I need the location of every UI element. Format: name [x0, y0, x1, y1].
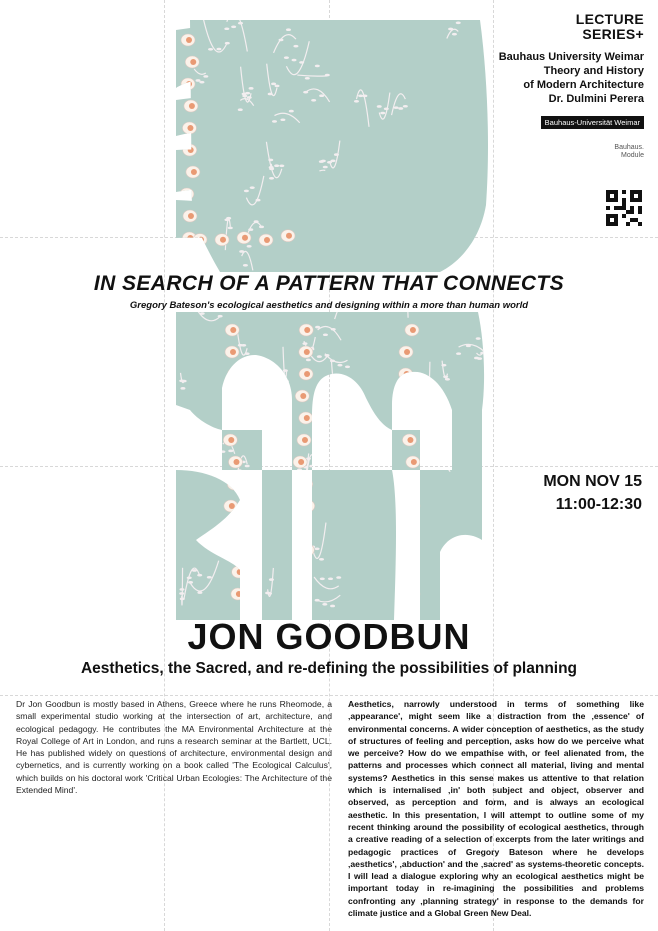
org-line: of Modern Architecture: [523, 79, 644, 91]
leaf: [237, 469, 242, 472]
leaf: [231, 26, 236, 29]
leaf: [331, 328, 336, 331]
leaf: [331, 393, 336, 396]
eye-center: [187, 125, 193, 131]
eye-center: [264, 237, 270, 243]
leaf: [445, 378, 450, 381]
leaf: [317, 355, 322, 358]
eye-center: [229, 503, 235, 509]
leaf: [179, 379, 184, 382]
leaf: [259, 226, 264, 229]
talk-title: Aesthetics, the Sacred, and re-defining the possibilities of planning: [80, 660, 578, 677]
leaf: [425, 387, 430, 390]
leaf: [442, 464, 447, 467]
leaf: [320, 578, 325, 581]
leaf: [249, 87, 254, 90]
speaker-bio: Dr Jon Goodbun is mostly based in Athens, Greece where he runs Rheomode, a small experimental studio working at the intersection of art, architecture, and ecological pedagogy. He contributes the MA Environmental Architecture at the Royal College of Art in London, and runs a research seminar at the Bartlett, UCL. He has published widely on questions of architecture, environmental design and cybernetics, and is currently working on a book called 'The Ecological Calculus', which builds on his doctoral work 'Critical Urban Ecologies: The Architecture of the Extended Mind'.: [16, 699, 332, 796]
leaf: [292, 59, 297, 62]
org-line: Theory and History: [543, 65, 644, 77]
leaf: [268, 159, 273, 162]
eye-center: [302, 437, 308, 443]
leaf: [315, 65, 320, 68]
leaf: [269, 177, 274, 180]
leaf: [248, 228, 253, 231]
leaf: [245, 465, 250, 468]
leaf: [283, 369, 288, 372]
eye-center: [404, 349, 410, 355]
eye-center: [232, 393, 238, 399]
eye-center: [190, 59, 196, 65]
eye-ring: [401, 412, 415, 424]
leaf: [199, 81, 204, 84]
leaf: [184, 266, 189, 269]
leaf: [203, 75, 208, 78]
eye-center: [304, 349, 310, 355]
leaf: [330, 360, 335, 363]
series-title-plus: SERIES+: [582, 26, 644, 42]
series-title: LECTURE: [575, 11, 644, 27]
eye-center: [233, 371, 239, 377]
event-subtitle: Gregory Bateson's ecological aesthetics and designing within a more than human world: [129, 300, 529, 311]
eye-center: [232, 481, 238, 487]
leaf: [456, 352, 461, 355]
leaf: [452, 33, 457, 36]
leaf: [427, 387, 432, 390]
eye-center: [187, 235, 193, 241]
event-date: MON NOV 15: [543, 473, 642, 490]
eye-center: [188, 147, 194, 153]
eye-ring: [299, 478, 313, 490]
leaf: [224, 218, 229, 221]
speaker-name: JON GOODBUN: [187, 616, 471, 657]
leaf: [480, 352, 485, 355]
leaf: [271, 83, 276, 86]
eye-center: [304, 371, 310, 377]
leaf: [228, 450, 233, 453]
eye-center: [304, 327, 310, 333]
eye-center: [188, 213, 194, 219]
leaf: [224, 27, 229, 30]
eye-center: [298, 459, 304, 465]
leaf: [239, 250, 244, 253]
eye-center: [403, 393, 409, 399]
leaf: [315, 326, 320, 329]
eye-center: [404, 371, 410, 377]
eye-center: [406, 415, 412, 421]
leaf: [323, 166, 328, 169]
eye-ring: [296, 566, 310, 578]
leaf: [315, 547, 320, 550]
eye-center: [237, 525, 243, 531]
eye-center: [299, 591, 305, 597]
leaf: [254, 220, 259, 223]
leaf: [256, 199, 261, 202]
eye-ring: [232, 522, 246, 534]
eye-center: [186, 37, 192, 43]
eye-center: [233, 415, 239, 421]
leaf: [228, 227, 233, 230]
eye-ring: [405, 544, 419, 556]
leaf: [247, 245, 252, 248]
header-block: [499, 12, 644, 160]
leaf: [268, 93, 273, 96]
leaf: [245, 352, 250, 355]
leaf: [384, 107, 389, 110]
leaf: [286, 28, 291, 31]
leaf: [302, 342, 307, 345]
pattern-fill: [170, 12, 490, 622]
eye-center: [232, 547, 238, 553]
leaf: [405, 565, 410, 568]
eye-center: [410, 547, 416, 553]
leaf: [269, 578, 274, 581]
eye-center: [407, 569, 413, 575]
leaf: [244, 190, 249, 193]
eye-center: [228, 437, 234, 443]
leaf: [303, 91, 308, 94]
leaf: [300, 473, 305, 476]
leaf: [279, 164, 284, 167]
leaf: [398, 107, 403, 110]
eye-ring: [402, 566, 416, 578]
leaf: [456, 22, 461, 25]
eye-center: [191, 169, 197, 175]
leaf: [443, 376, 448, 379]
leaf: [197, 591, 202, 594]
leaf: [179, 588, 184, 591]
leaf: [299, 61, 304, 64]
leaf: [238, 344, 243, 347]
leaf: [272, 120, 277, 123]
leaf: [377, 105, 382, 108]
leaf: [280, 118, 285, 121]
leaf: [312, 466, 317, 469]
eye-ring: [300, 544, 314, 556]
leaf: [315, 599, 320, 602]
leaf: [330, 605, 335, 608]
vine-stroke: [178, 261, 201, 263]
eye-ring: [227, 544, 241, 556]
eye-center: [300, 525, 306, 531]
eye-ring: [401, 522, 415, 534]
leaf: [466, 345, 471, 348]
leaf: [445, 464, 450, 467]
eye-center: [220, 237, 226, 243]
eye-ring: [193, 234, 207, 246]
leaf: [394, 106, 399, 109]
leaf: [336, 576, 341, 579]
leaf: [380, 112, 385, 115]
eye-center: [230, 327, 236, 333]
eye-ring: [301, 500, 315, 512]
leaf: [274, 164, 279, 167]
leaf: [208, 48, 213, 51]
eye-center: [407, 437, 413, 443]
eye-center: [301, 569, 307, 575]
leaf: [238, 22, 243, 25]
leaf: [225, 42, 230, 45]
leaf: [269, 168, 274, 171]
leaf: [179, 592, 184, 595]
eye-center: [305, 547, 311, 553]
eye-center: [411, 591, 417, 597]
leaf: [325, 74, 330, 77]
leaf: [187, 577, 192, 580]
leaf: [192, 569, 197, 572]
event-time: 11:00-12:30: [555, 496, 642, 513]
eye-ring: [228, 368, 242, 380]
event-datetime: [543, 470, 642, 516]
eye-center: [185, 191, 191, 197]
leaf: [196, 79, 201, 82]
eye-ring: [295, 522, 309, 534]
leaf: [297, 469, 302, 472]
eye-center: [306, 503, 312, 509]
leaf: [195, 265, 200, 268]
leaf: [242, 93, 247, 96]
leaf: [279, 39, 284, 42]
leaf: [330, 159, 335, 162]
leaf: [197, 574, 202, 577]
leaf: [403, 105, 408, 108]
leaf: [180, 598, 185, 601]
leaf: [362, 95, 367, 98]
eye-ring: [227, 478, 241, 490]
leaf: [319, 94, 324, 97]
eye-center: [411, 503, 417, 509]
leaf: [334, 153, 339, 156]
eye-ring: [294, 588, 308, 600]
leaf: [445, 586, 450, 589]
eye-center: [236, 591, 242, 597]
leaf: [334, 382, 339, 385]
leaf: [336, 378, 341, 381]
eye-center: [233, 459, 239, 465]
leaf: [284, 380, 289, 383]
leaf: [439, 458, 444, 461]
talk-abstract: Aesthetics, narrowly understood in terms of something like ‚appearance', might seem like a distraction from the ‚essence' of environmental concerns. A wider conception of aesthetics, as the study of structures of feeling and perception, asks how do we perceive what we perceive? How do we empathise with, or feel alienated from, the patterns and processes which connect all material, living and mental systems? Aesthetics in this sense makes us attentive to that relation which is internalised ‚in' both subject and object, observer and observed, as perception and form, and is always an ecological aesthetic. In this presentation, I will attempt to outline some of my recent thinking around the possibility of ecological aesthetics, through a creative reading of a selection of excerpts from the later writings and pedagogic practices of Gregory Bateson where he develops ‚aesthetics', ‚abduction' and the ‚sacred' as systems-theoretic concepts. I will lead a dialogue exploring why an ecological aesthetics might be important today in re-imagining the possibilities and problems confronting any ‚planning strategy' in response to the demands for climate justice and a Global Green New Deal.: [348, 699, 644, 919]
eye-center: [230, 349, 236, 355]
leaf: [199, 259, 204, 262]
leaf: [441, 364, 446, 367]
eye-ring: [180, 188, 194, 200]
eye-ring: [182, 232, 196, 244]
eye-ring: [227, 390, 241, 402]
eye-ring: [406, 588, 420, 600]
eye-ring: [181, 78, 195, 90]
module-logo-sub: Module: [621, 152, 644, 159]
leaf: [200, 312, 205, 315]
leaf: [319, 160, 324, 163]
leaf: [284, 56, 289, 59]
leaf: [443, 579, 448, 582]
leaf: [448, 28, 453, 31]
university-logo: Bauhaus-Universität Weimar: [541, 116, 644, 129]
leaf: [207, 576, 212, 579]
leaf: [337, 364, 342, 367]
vine-stroke: [443, 580, 450, 616]
eye-ring: [228, 412, 242, 424]
eye-center: [411, 481, 417, 487]
org-line: Dr. Dulmini Perera: [548, 93, 644, 105]
eye-center: [242, 235, 248, 241]
eye-ring: [406, 478, 420, 490]
leaf: [191, 251, 196, 254]
leaf: [275, 85, 280, 88]
leaf: [293, 45, 298, 48]
leaf: [220, 450, 225, 453]
leaf: [218, 315, 223, 318]
eye-ring: [406, 500, 420, 512]
leaf: [238, 108, 243, 111]
leaf: [345, 366, 350, 369]
module-logo: Bauhaus.: [614, 144, 644, 151]
org-line: Bauhaus University Weimar: [498, 51, 644, 63]
leaf: [306, 359, 311, 362]
eye-center: [198, 237, 204, 243]
leaf: [447, 594, 452, 597]
leaf: [216, 48, 221, 51]
eye-center: [189, 103, 195, 109]
qr-code-icon[interactable]: [606, 190, 642, 226]
leaf: [426, 380, 431, 383]
leaf: [319, 558, 324, 561]
leaf: [477, 357, 482, 360]
leaf: [188, 581, 193, 584]
leaf: [404, 581, 409, 584]
leaf: [191, 263, 196, 266]
event-title: IN SEARCH OF A PATTERN THAT CONNECTS: [93, 272, 565, 295]
eye-center: [411, 459, 417, 465]
leaf: [267, 592, 272, 595]
leaf: [180, 387, 185, 390]
leaf: [289, 110, 294, 113]
leaf: [476, 337, 481, 340]
eye-center: [237, 569, 243, 575]
eye-center: [286, 233, 292, 239]
eye-center: [406, 525, 412, 531]
leaf: [309, 465, 314, 468]
leaf: [323, 333, 328, 336]
eye-center: [186, 81, 192, 87]
leaf: [243, 264, 248, 267]
leaf: [322, 603, 327, 606]
leaf: [282, 378, 287, 381]
leaf: [311, 99, 316, 102]
leaf: [328, 577, 333, 580]
leaf: [305, 77, 310, 80]
leaf: [354, 100, 359, 103]
leaf: [250, 186, 255, 189]
leaf: [406, 572, 411, 575]
vine-stroke: [406, 567, 409, 596]
eye-center: [304, 415, 310, 421]
eye-center: [304, 481, 310, 487]
eye-center: [410, 327, 416, 333]
eye-ring: [399, 368, 413, 380]
eye-ring: [398, 390, 412, 402]
eye-center: [300, 393, 306, 399]
